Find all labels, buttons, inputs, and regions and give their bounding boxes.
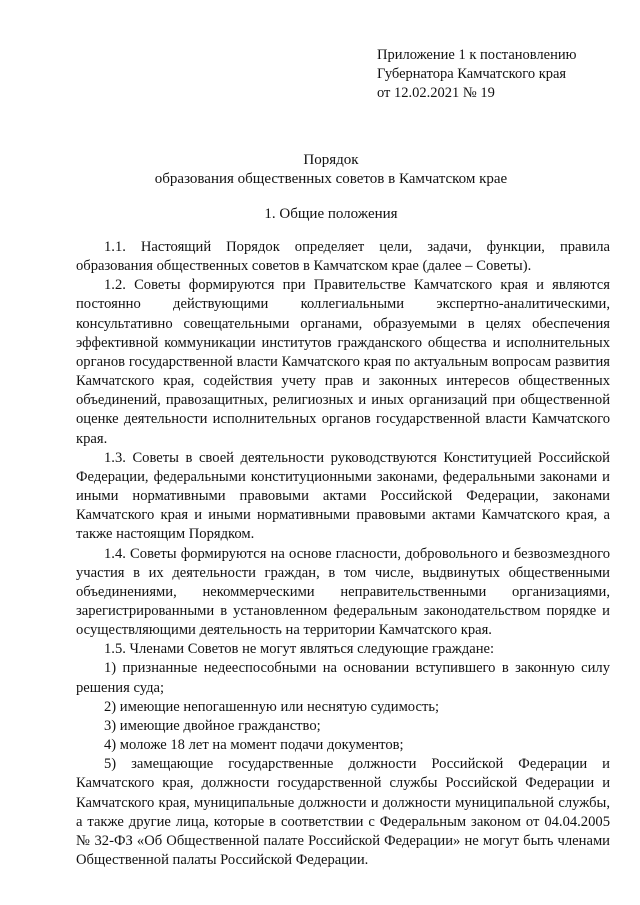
document-subtitle: образования общественных советов в Камчатском крае xyxy=(154,171,508,187)
paragraph: 1.4. Советы формируются на основе гласности, добровольного и безвозмездного участия в их деятельности граждан, в том числе, выдвинутых общественными объединениями, некоммерческими неправительственными организациями, зарегистрированными в установленном федеральным законодательством порядке и осуществляющими деятельность на территории Камчатского края. xyxy=(76,545,610,639)
appendix-line: от 12.02.2021 № 19 xyxy=(377,85,495,101)
paragraph: 1.1. Настоящий Порядок определяет цели, задачи, функции, правила образования общественных советов в Камчатском крае (далее – Советы). xyxy=(76,239,610,275)
paragraph: 1.3. Советы в своей деятельности руководствуются Конституцией Российской Федерации, федеральными конституционными законами, федеральными законами и иными нормативными правовыми актами Российской Федерации, законами Камчатского края и иными нормативными правовыми актами Камчатского края, а также настоящим Порядком. xyxy=(76,449,610,543)
list-item: 5) замещающие государственные должности Российской Федерации и Камчатского края, должности государственной службы Российской Федерации и Камчатского края, муниципальные должности и должности муниципальной службы, а также другие лица, которые в соответствии с Федеральным законом от 04.04.2005 № 32-ФЗ «Об Общественной палате Российской Федерации» не могут быть членами Общественной палаты Российской Федерации. xyxy=(76,756,610,868)
appendix-header xyxy=(377,46,576,103)
section-heading: 1. Общие положения xyxy=(264,206,398,222)
appendix-line: Губернатора Камчатского края xyxy=(377,66,567,82)
document-body xyxy=(76,238,610,870)
paragraph: 1.5. Членами Советов не могут являться следующие граждане: xyxy=(104,641,495,658)
list-item: 2) имеющие непогашенную или неснятую судимость; xyxy=(104,698,440,715)
appendix-line: Приложение 1 к постановлению xyxy=(377,47,577,63)
list-item: 4) моложе 18 лет на момент подачи документов; xyxy=(104,737,404,754)
paragraph: 1.2. Советы формируются при Правительстве Камчатского края и являются постоянно действующими коллегиальными экспертно-аналитическими, консультативно совещательными органами, образуемыми в целях обеспечения эффективной коммуникации институтов гражданского общества и исполнительных органов государственной власти Камчатского края по актуальным вопросам развития Камчатского края, содействия учету прав и законных интересов общественных объединений, правозащитных, религиозных и иных организаций при общественной оценке деятельности исполнительных органов государственной власти Камчатского края. xyxy=(76,277,610,447)
list-item: 3) имеющие двойное гражданство; xyxy=(104,717,321,734)
document-title: Порядок xyxy=(303,152,359,168)
list-item: 1) признанные недееспособными на основании вступившего в законную силу решения суда; xyxy=(76,660,610,696)
